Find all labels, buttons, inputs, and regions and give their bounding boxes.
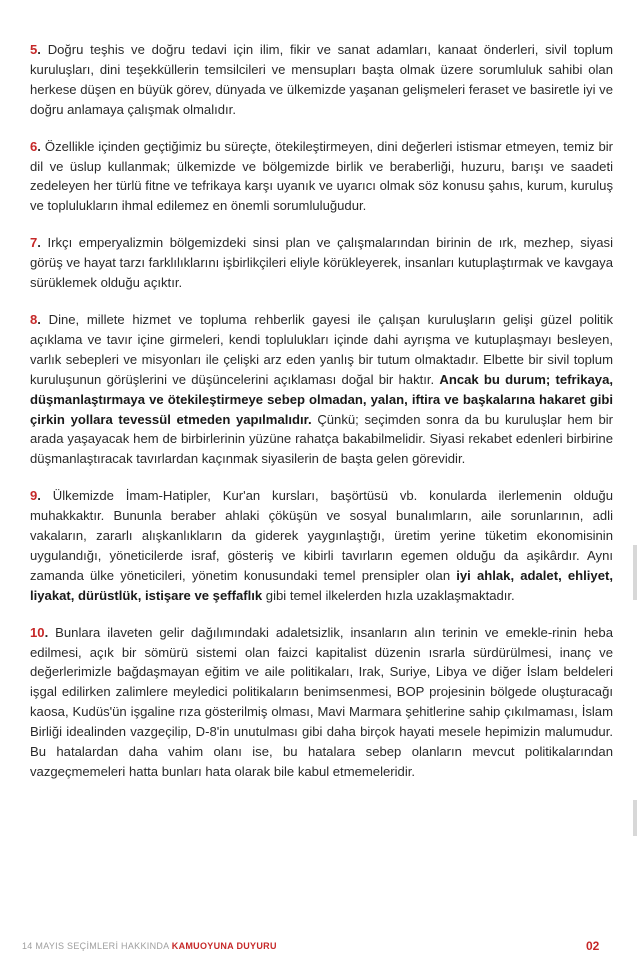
paragraph-number: 6 — [30, 138, 38, 154]
paragraph-9: 9. Ülkemizde İmam-Hatipler, Kur'an kursları, başörtüsü vb. konularda ilerlemenin olduğu muhakkaktır. Bununla beraber ahlaki çöküşün ve sosyal bunalımların, aile sorunlarının, adli vakaların, zararlı alışkanlıkların da giderek yaygınlaştığı, üretim yerine tüketim ekonomisinin uygulandığı, yöneticilerde israf, gösteriş ve kibirli tavırların egemen olduğu da aşikârdır. Aynı zamanda ülke yöneticileri, yönetim konusundaki temel prensipler olan iyi ahlak, adalet, ehliyet, liyakat, dürüstlük, istişare ve şeffaflık gibi temel ilkelerden hızla uzaklaşmaktadır. — [30, 488, 614, 603]
paragraph-bold-text: iyi ahlak, adalet, ehliyet, liyakat, dürüstlük, istişare ve şeffaflık — [30, 567, 613, 603]
footer-title: 14 MAYIS SEÇİMLERİ HAKKINDA — [22, 941, 172, 951]
paragraph-bold-text: Ancak bu durum; tefrikaya, düşmanlaştırmaya ve ötekileştirmeye sebep olmadan, yalan, iftira ve başkalarına hakaret gibi çirkin yollara tevessül etmeden yapılmalıdır. — [30, 371, 613, 427]
document-body — [30, 40, 613, 799]
paragraph-number: 10 — [30, 624, 45, 640]
paragraph-7: 7. Irkçı emperyalizmin bölgemizdeki sinsi plan ve çalışmalarından birinin de ırk, mezhep, siyasi görüş ve hayat tarzı farklılıklarını işbirlikçileri eliyle körükleyerek, insanları kutuplaştırmak ve kavgaya sürüklemek olduğu açıktır. — [30, 235, 613, 291]
page-number: 02 — [586, 939, 600, 953]
paragraph-text: Özellikle içinden geçtiğimiz bu süreçte, ötekileştirmeyen, dini değerleri istismar etmeyen, temiz bir dil ve üslup kullanmak; ülkemizde ve bölgemizde birlik ve beraberliği, huzuru, barışı ve saadeti zedeleyen her türlü fitne ve tefrikaya karşı uyanık ve uyarıcı olmak söz konusu şahıs, kurum, kuruluş ve toplulukların ihmal edilemez en önemli sorumluluğudur. — [30, 138, 613, 214]
paragraph-5: 5. Doğru teşhis ve doğru tedavi için ilim, fikir ve sanat adamları, kanaat önderleri, sivil toplum kuruluşları, dini teşekküllerin temsilcileri ve mensupları başta olmak üzere sorumluluk sahibi olan herkese düşen en büyük görev, dünyada ve ülkemizde yaşanan gelişmeleri feraset ve basiretle iyi ve doğru anlamaya çalışmak olmalıdır. — [30, 42, 613, 117]
page-footer — [22, 941, 602, 951]
paragraph-number: 7 — [30, 235, 38, 251]
paragraph-text: Dine, millete hizmet ve topluma rehberlik gayesi ile çalışan kuruluşların gelişi güzel politik açıklama ve tavır içine girmeleri, kendi toplulukları içinde dahi ayrışma ve kutuplaşmayı besleyen, varlık sebepleri ve misyonları ile çelişki arz eden yanlış bir tutum olmaktadır. Elbette bir sivil toplum kuruluşunun görüşlerini ve düşüncelerini açıklaması doğal bir haktır. — [30, 311, 613, 387]
paragraph-number: 5 — [30, 42, 38, 57]
page-edge-shadow — [633, 800, 637, 836]
paragraph-text: Ülkemizde İmam-Hatipler, Kur'an kursları, başörtüsü vb. konularda ilerlemenin olduğu muhakkaktır. Bununla beraber ahlaki çöküşün ve sosyal bunalımların, aile sorunlarının, adli vakaların, zararlı alışkanlıkların da giderek yaygınlaştığı, üretim yerine tüketim ekonomisinin uygulandığı, yöneticilerde israf, gösteriş ve kibirli tavırların egemen olduğu da aşikârdır. Aynı zamanda ülke yöneticileri, yönetim konusundaki temel prensipler olan — [30, 488, 614, 583]
paragraph-text: Irkçı emperyalizmin bölgemizdeki sinsi plan ve çalışmalarından birinin de ırk, mezhep, siyasi görüş ve hayat tarzı farklılıklarını işbirlikçileri eliyle körükleyerek, insanları kutuplaştırmak ve kavgaya sürüklemek olduğu açıktır. — [30, 235, 613, 291]
paragraph-text: gibi temel ilkelerden hızla uzaklaşmaktadır. — [262, 587, 515, 603]
paragraph-number: 9 — [30, 488, 38, 504]
paragraph-text: Çünkü; seçimden sonra da bu kuruluşlar hem bir arada yaşayacak hem de birbirlerinin yüzüne rahatça bakabilmelidir. Siyasi rekabet edenleri birbirine düşmanlaştıracak tavırlardan kaçınmak siyasilerin de başta gelen görevidir. — [30, 411, 614, 467]
paragraph-6: 6. Özellikle içinden geçtiğimiz bu süreçte, ötekileştirmeyen, dini değerleri istismar etmeyen, temiz bir dil ve üslup kullanmak; ülkemizde ve bölgemizde birlik ve beraberliği, huzuru, barışı ve saadeti zedeleyen her türlü fitne ve tefrikaya karşı uyanık ve uyarıcı olmak söz konusu şahıs, kurum, kuruluş ve toplulukların ihmal edilemez en önemli sorumluluğudur. — [30, 138, 613, 214]
paragraph-8: 8. Dine, millete hizmet ve topluma rehberlik gayesi ile çalışan kuruluşların gelişi güzel politik açıklama ve tavır içine girmeleri, kendi toplulukları içinde dahi ayrışma ve kutuplaşmayı besleyen, varlık sebepleri ve misyonları ile çelişki arz eden yanlış bir tutum olmaktadır. Elbette bir sivil toplum kuruluşunun görüşlerini ve düşüncelerini açıklaması doğal bir haktır. Ancak bu durum; tefrikaya, düşmanlaştırmaya ve ötekileştirmeye sebep olmadan, yalan, iftira ve başkalarına hakaret gibi çirkin yollara tevessül etmeden yapılmalıdır. Çünkü; seçimden sonra da bu kuruluşlar hem bir arada yaşayacak hem de birbirlerinin yüzüne rahatça bakabilmelidir. Siyasi rekabet edenleri birbirine düşmanlaştıracak tavırlardan kaçınmak siyasilerin de başta gelen görevidir. — [30, 311, 614, 467]
paragraph-text: Doğru teşhis ve doğru tedavi için ilim, fikir ve sanat adamları, kanaat önderleri, sivil toplum kuruluşları, dini teşekküllerin temsilcileri ve mensupları başta olmak üzere sorumluluk sahibi olan herkese düşen en büyük görev, dünyada ve ülkemizde yaşanan gelişmeleri feraset ve basiretle iyi ve doğru anlamaya çalışmak olmalıdır. — [30, 42, 613, 117]
footer-title-highlight: KAMUOYUNA DUYURU — [171, 941, 277, 951]
paragraph-10: 10. Bunlara ilaveten gelir dağılımındaki adaletsizlik, insanların alın terinin ve emekle-rinin heba edilmesi, açık bir sömürü sistemi olan faizci kapitalist düzenin ısrarla sürdürülmesi, inanç ve değerlerimizle bağdaşmayan eğitim ve aile politikaları, Irak, Suriye, Libya ve diğer İslam beldeleri işgal edilirken zalimlere meyledici politikaların benimsenmesi, BOP projesinin bölgede oluşturacağı kaosa, Kudüs'ün işgaline rıza gösterilmiş olması, Mavi Marmara şehitlerine sahip çıkılmaması, İslam Birliği idealinden vazgeçilip, D-8'in unutulması gibi daha birçok hayati mesele hepimizin malumudur. Bu hatalardan daha vahim olanı ise, bu hatalara sebep olanların mevcut politikalarından vazgeçmemeleri hatta bunları hata olarak bile kabul etmemeleridir. — [30, 624, 614, 779]
paragraph-text: Bunlara ilaveten gelir dağılımındaki adaletsizlik, insanların alın terinin ve emekle-rinin heba edilmesi, açık bir sömürü sistemi olan faizci kapitalist düzenin ısrarla sürdürülmesi, inanç ve değerlerimizle bağdaşmayan eğitim ve aile politikaları, Irak, Suriye, Libya ve diğer İslam beldeleri işgal edilirken zalimlere meyledici politikaların benimsenmesi, BOP projesinin bölgede oluşturacağı kaosa, Kudüs'ün işgaline rıza gösterilmiş olması, Mavi Marmara şehitlerine sahip çıkılmaması, İslam Birliği idealinden vazgeçilip, D-8'in unutulması gibi daha birçok hayati mesele hepimizin malumudur. Bu hatalardan daha vahim olanı ise, bu hatalara sebep olanların mevcut politikalarından vazgeçmemeleri hatta bunları hata olarak bile kabul etmemeleridir. — [30, 624, 614, 779]
page-edge-shadow — [633, 545, 637, 600]
paragraph-number: 8 — [30, 311, 38, 327]
